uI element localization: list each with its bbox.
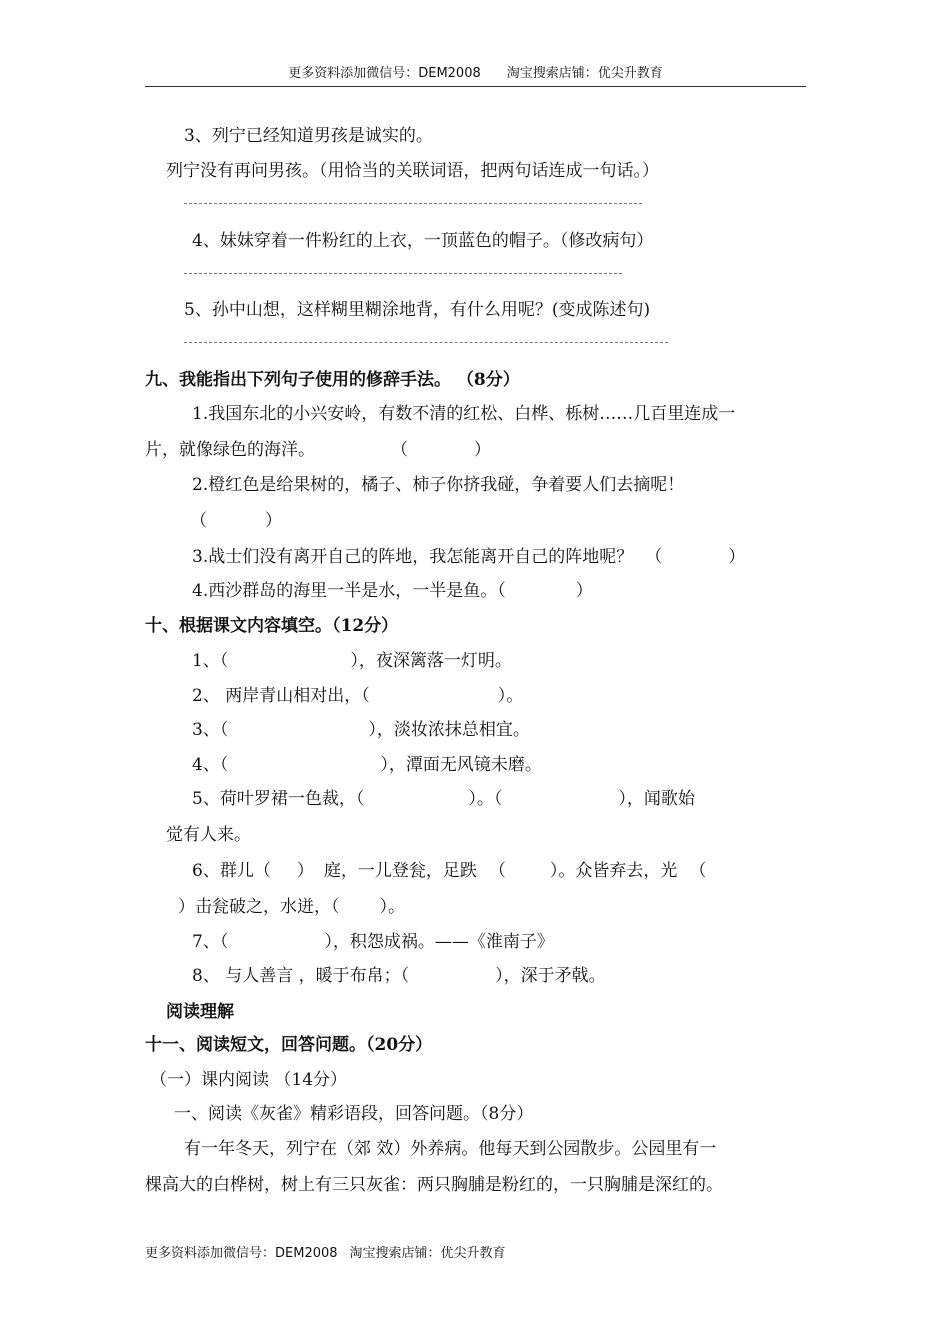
s10-item6-line2: ）击瓮破之，水迸，（ ）。 bbox=[178, 897, 405, 917]
reading-part1: （一）课内阅读 （14分） bbox=[150, 1070, 348, 1090]
passage-line2: 棵高大的白桦树，树上有三只灰雀：两只胸脯是粉红的，一只胸脯是深红的。 bbox=[145, 1175, 723, 1195]
s9-item2-blank: （ ） bbox=[190, 511, 282, 531]
s10-item7: 7、（ ），积怨成祸。——《淮南子》 bbox=[192, 932, 554, 952]
blank-open: （ bbox=[391, 440, 408, 460]
page-header bbox=[145, 66, 806, 87]
answer-line bbox=[184, 273, 622, 274]
s8-q5: 5、孙中山想，这样糊里糊涂地背，有什么用呢？(变成陈述句) bbox=[184, 300, 651, 320]
s10-item3: 3、（ ），淡妆浓抹总相宜。 bbox=[192, 720, 530, 740]
s9-item4: 4.西沙群岛的海里一半是水，一半是鱼。（ ） bbox=[192, 581, 593, 601]
s9-item1-line2: 片，就像绿色的海洋。 （ ） bbox=[145, 440, 491, 460]
reading-sub1: 一、阅读《灰雀》精彩语段，回答问题。（8分） bbox=[174, 1104, 534, 1124]
s10-item8: 8、 与人善言 ，暖于布帛；（ ），深于矛戟。 bbox=[192, 966, 606, 986]
passage-line1: 有一年冬天，列宁在（郊 效）外养病。他每天到公园散步。公园里有一 bbox=[184, 1139, 717, 1159]
s10-item5-line2: 觉有人来。 bbox=[166, 825, 251, 845]
s8-q3-line1: 3、列宁已经知道男孩是诚实的。 bbox=[184, 126, 433, 146]
s10-item5-line1: 5、荷叶罗裙一色裁，（ ）。（ ），闻歌始 bbox=[192, 789, 695, 809]
s10-item4: 4、（ ），潭面无风镜未磨。 bbox=[192, 755, 542, 775]
answer-line bbox=[184, 342, 668, 343]
section9-title: 九、我能指出下列句子使用的修辞手法。 （8分） bbox=[145, 370, 520, 390]
section10-title: 十、根据课文内容填空。（12分） bbox=[145, 616, 399, 636]
answer-line bbox=[184, 203, 642, 204]
blank-close: ） bbox=[474, 440, 491, 460]
footer-wechat: 更多资料添加微信号：DEM2008 bbox=[145, 1246, 338, 1261]
s9-item1-line1: 1.我国东北的小兴安岭，有数不清的红松、白桦、栎树……几百里连成一 bbox=[192, 404, 736, 424]
s10-item1: 1、（ ），夜深篱落一灯明。 bbox=[192, 651, 512, 671]
s9-item2-line1: 2.橙红色是给果树的，橘子、柿子你挤我碰，争着要人们去摘呢！ bbox=[192, 475, 685, 495]
s8-q4: 4、妹妹穿着一件粉红的上衣，一顶蓝色的帽子。（修改病句） bbox=[192, 231, 654, 251]
s10-item6-line1: 6、群儿（ ） 庭，一儿登瓮，足跌 （ ）。众皆弃去，光 （ bbox=[192, 861, 707, 881]
header-shop: 淘宝搜索店铺：优尖升教育 bbox=[506, 66, 663, 81]
s10-item2: 2、 两岸青山相对出，（ ）。 bbox=[192, 686, 524, 706]
header-wechat: 更多资料添加微信号：DEM2008 bbox=[288, 66, 481, 81]
section11-title: 十一、阅读短文，回答问题。（20分） bbox=[145, 1035, 433, 1055]
reading-heading: 阅读理解 bbox=[166, 1002, 234, 1022]
s8-q3-line2: 列宁没有再问男孩。（用恰当的关联词语，把两句话连成一句话。） bbox=[166, 161, 659, 181]
page-footer bbox=[145, 1246, 506, 1262]
footer-shop: 淘宝搜索店铺：优尖升教育 bbox=[349, 1246, 506, 1261]
s9-item3: 3.战士们没有离开自己的阵地，我怎能离开自己的阵地呢？ （ ） bbox=[192, 547, 746, 567]
